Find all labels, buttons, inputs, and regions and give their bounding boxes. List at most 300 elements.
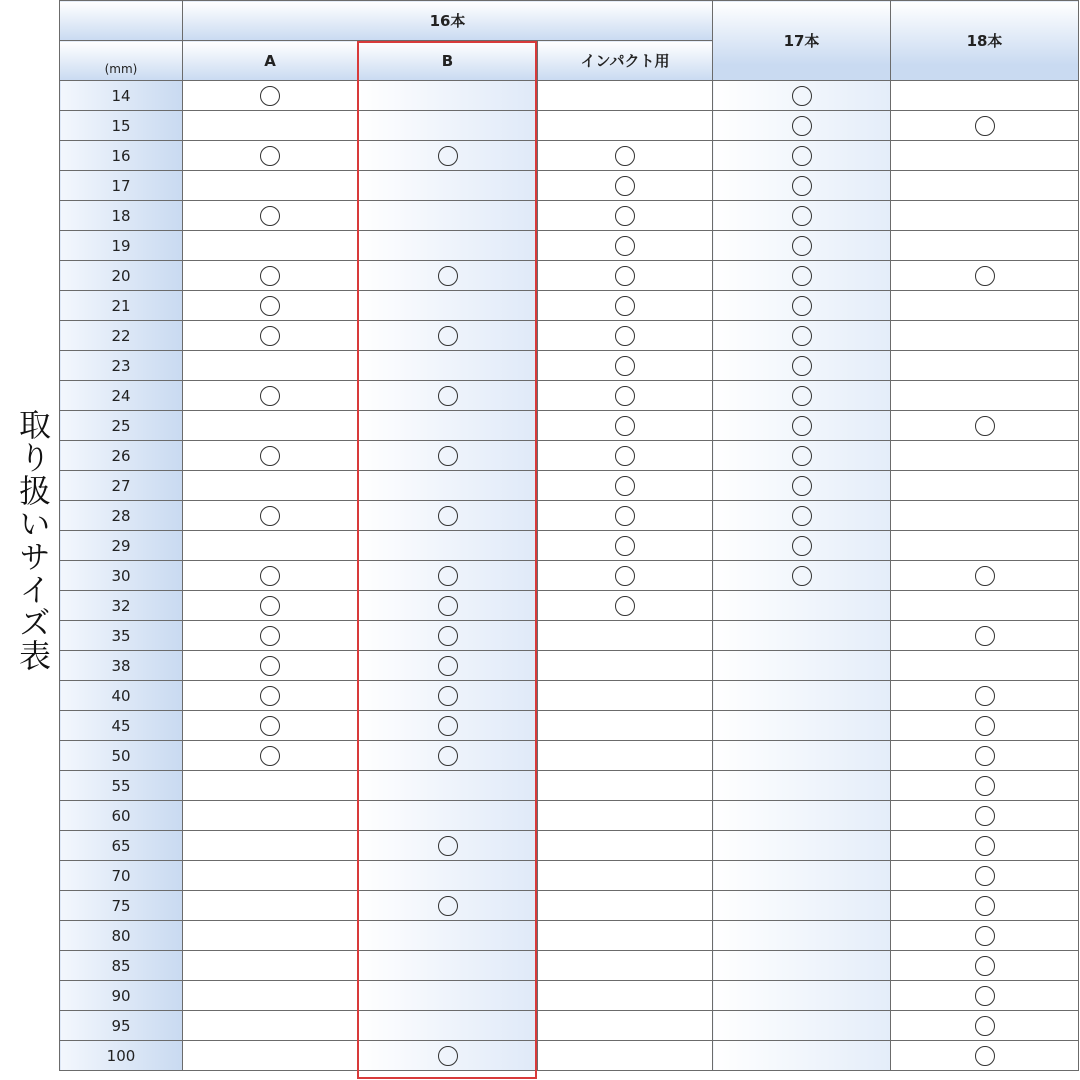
available-mark-icon <box>438 326 458 346</box>
available-mark-icon <box>975 1046 995 1066</box>
cell-a <box>183 231 358 261</box>
available-mark-icon <box>615 596 635 616</box>
size-cell: 26 <box>60 441 183 471</box>
size-cell: 32 <box>60 591 183 621</box>
table-row <box>60 1041 1079 1071</box>
cell-impact <box>538 441 713 471</box>
table-row <box>60 111 1079 141</box>
available-mark-icon <box>615 506 635 526</box>
available-mark-icon <box>615 236 635 256</box>
cell-a <box>183 741 358 771</box>
available-mark-icon <box>438 566 458 586</box>
cell-c18 <box>891 501 1079 531</box>
cell-c18 <box>891 411 1079 441</box>
available-mark-icon <box>438 716 458 736</box>
cell-b <box>358 981 538 1011</box>
cell-c18 <box>891 531 1079 561</box>
size-cell: 17 <box>60 171 183 201</box>
cell-c18 <box>891 711 1079 741</box>
cell-c17 <box>713 321 891 351</box>
cell-b <box>358 171 538 201</box>
cell-impact <box>538 141 713 171</box>
table-row <box>60 771 1079 801</box>
available-mark-icon <box>438 506 458 526</box>
table-row <box>60 261 1079 291</box>
header-sub-a: A <box>183 41 358 81</box>
available-mark-icon <box>438 266 458 286</box>
cell-c18 <box>891 951 1079 981</box>
available-mark-icon <box>615 416 635 436</box>
available-mark-icon <box>792 116 812 136</box>
cell-c17 <box>713 381 891 411</box>
cell-impact <box>538 471 713 501</box>
size-cell: 14 <box>60 81 183 111</box>
available-mark-icon <box>615 536 635 556</box>
cell-c18 <box>891 1041 1079 1071</box>
available-mark-icon <box>975 986 995 1006</box>
cell-c18 <box>891 1011 1079 1041</box>
size-cell: 65 <box>60 831 183 861</box>
table-row <box>60 81 1079 111</box>
table-row <box>60 321 1079 351</box>
cell-a <box>183 141 358 171</box>
cell-c17 <box>713 921 891 951</box>
size-cell: 23 <box>60 351 183 381</box>
cell-c17 <box>713 1011 891 1041</box>
cell-c17 <box>713 681 891 711</box>
cell-c17 <box>713 81 891 111</box>
cell-c18 <box>891 291 1079 321</box>
cell-a <box>183 711 358 741</box>
available-mark-icon <box>438 626 458 646</box>
available-mark-icon <box>792 206 812 226</box>
cell-impact <box>538 951 713 981</box>
cell-c18 <box>891 981 1079 1011</box>
header-col-17: 17本 <box>713 1 891 81</box>
cell-impact <box>538 81 713 111</box>
cell-c17 <box>713 471 891 501</box>
size-cell: 85 <box>60 951 183 981</box>
available-mark-icon <box>260 266 280 286</box>
size-cell: 50 <box>60 741 183 771</box>
table-row <box>60 651 1079 681</box>
available-mark-icon <box>615 446 635 466</box>
available-mark-icon <box>615 326 635 346</box>
header-sub-impact: インパクト用 <box>538 41 713 81</box>
cell-a <box>183 981 358 1011</box>
cell-c17 <box>713 771 891 801</box>
cell-c18 <box>891 351 1079 381</box>
available-mark-icon <box>438 896 458 916</box>
table-row <box>60 501 1079 531</box>
cell-b <box>358 111 538 141</box>
cell-c18 <box>891 921 1079 951</box>
available-mark-icon <box>792 86 812 106</box>
header-corner <box>60 1 183 41</box>
available-mark-icon <box>260 596 280 616</box>
table-row <box>60 231 1079 261</box>
available-mark-icon <box>260 206 280 226</box>
cell-impact <box>538 561 713 591</box>
table-row <box>60 891 1079 921</box>
available-mark-icon <box>260 656 280 676</box>
cell-c18 <box>891 231 1079 261</box>
cell-a <box>183 921 358 951</box>
cell-impact <box>538 261 713 291</box>
cell-b <box>358 651 538 681</box>
available-mark-icon <box>975 116 995 136</box>
cell-c17 <box>713 141 891 171</box>
available-mark-icon <box>260 566 280 586</box>
table-row <box>60 801 1079 831</box>
cell-a <box>183 771 358 801</box>
available-mark-icon <box>975 866 995 886</box>
available-mark-icon <box>615 176 635 196</box>
available-mark-icon <box>975 686 995 706</box>
cell-b <box>358 531 538 561</box>
available-mark-icon <box>792 506 812 526</box>
cell-c17 <box>713 621 891 651</box>
size-cell: 60 <box>60 801 183 831</box>
cell-c18 <box>891 651 1079 681</box>
size-cell: 55 <box>60 771 183 801</box>
size-cell: 24 <box>60 381 183 411</box>
cell-a <box>183 561 358 591</box>
cell-a <box>183 381 358 411</box>
available-mark-icon <box>438 656 458 676</box>
available-mark-icon <box>792 386 812 406</box>
size-cell: 20 <box>60 261 183 291</box>
cell-c18 <box>891 111 1079 141</box>
cell-c17 <box>713 261 891 291</box>
cell-a <box>183 591 358 621</box>
cell-c18 <box>891 891 1079 921</box>
cell-c18 <box>891 831 1079 861</box>
cell-b <box>358 1011 538 1041</box>
cell-b <box>358 231 538 261</box>
cell-c18 <box>891 141 1079 171</box>
cell-impact <box>538 711 713 741</box>
size-cell: 22 <box>60 321 183 351</box>
available-mark-icon <box>615 386 635 406</box>
size-cell: 95 <box>60 1011 183 1041</box>
cell-impact <box>538 411 713 441</box>
table-row <box>60 861 1079 891</box>
cell-impact <box>538 681 713 711</box>
cell-a <box>183 441 358 471</box>
size-cell: 30 <box>60 561 183 591</box>
cell-c18 <box>891 171 1079 201</box>
cell-c17 <box>713 831 891 861</box>
available-mark-icon <box>438 386 458 406</box>
size-table <box>59 0 1079 1071</box>
cell-c18 <box>891 741 1079 771</box>
cell-c18 <box>891 201 1079 231</box>
cell-b <box>358 891 538 921</box>
available-mark-icon <box>975 416 995 436</box>
cell-a <box>183 1011 358 1041</box>
cell-c18 <box>891 81 1079 111</box>
cell-b <box>358 471 538 501</box>
available-mark-icon <box>975 956 995 976</box>
cell-c18 <box>891 441 1079 471</box>
cell-b <box>358 591 538 621</box>
size-cell: 28 <box>60 501 183 531</box>
cell-impact <box>538 1041 713 1071</box>
size-cell: 38 <box>60 651 183 681</box>
available-mark-icon <box>792 416 812 436</box>
cell-a <box>183 621 358 651</box>
available-mark-icon <box>438 146 458 166</box>
cell-impact <box>538 741 713 771</box>
cell-impact <box>538 621 713 651</box>
cell-a <box>183 831 358 861</box>
cell-c18 <box>891 381 1079 411</box>
cell-c17 <box>713 861 891 891</box>
cell-c17 <box>713 951 891 981</box>
cell-c18 <box>891 771 1079 801</box>
table-row <box>60 681 1079 711</box>
size-cell: 19 <box>60 231 183 261</box>
size-cell: 15 <box>60 111 183 141</box>
cell-c18 <box>891 621 1079 651</box>
available-mark-icon <box>615 566 635 586</box>
cell-b <box>358 441 538 471</box>
available-mark-icon <box>792 266 812 286</box>
available-mark-icon <box>975 806 995 826</box>
cell-a <box>183 201 358 231</box>
size-cell: 18 <box>60 201 183 231</box>
cell-a <box>183 81 358 111</box>
header-unit: (mm) <box>60 41 183 81</box>
table-row <box>60 471 1079 501</box>
cell-b <box>358 951 538 981</box>
cell-b <box>358 411 538 441</box>
table-row <box>60 141 1079 171</box>
cell-b <box>358 141 538 171</box>
available-mark-icon <box>438 596 458 616</box>
cell-c17 <box>713 291 891 321</box>
table-row <box>60 531 1079 561</box>
available-mark-icon <box>260 716 280 736</box>
header-col-18: 18本 <box>891 1 1079 81</box>
cell-a <box>183 501 358 531</box>
table-row <box>60 561 1079 591</box>
available-mark-icon <box>260 86 280 106</box>
cell-c17 <box>713 741 891 771</box>
table-row <box>60 711 1079 741</box>
cell-impact <box>538 381 713 411</box>
available-mark-icon <box>260 506 280 526</box>
cell-c18 <box>891 471 1079 501</box>
size-cell: 45 <box>60 711 183 741</box>
cell-b <box>358 381 538 411</box>
cell-a <box>183 351 358 381</box>
cell-a <box>183 321 358 351</box>
available-mark-icon <box>975 566 995 586</box>
size-cell: 75 <box>60 891 183 921</box>
cell-a <box>183 891 358 921</box>
cell-impact <box>538 801 713 831</box>
header-sub-b: B <box>358 41 538 81</box>
available-mark-icon <box>792 356 812 376</box>
available-mark-icon <box>260 746 280 766</box>
cell-a <box>183 471 358 501</box>
cell-b <box>358 501 538 531</box>
cell-impact <box>538 201 713 231</box>
available-mark-icon <box>792 536 812 556</box>
cell-c18 <box>891 801 1079 831</box>
available-mark-icon <box>792 176 812 196</box>
cell-b <box>358 681 538 711</box>
available-mark-icon <box>260 296 280 316</box>
size-cell: 16 <box>60 141 183 171</box>
cell-a <box>183 291 358 321</box>
cell-b <box>358 321 538 351</box>
available-mark-icon <box>260 326 280 346</box>
cell-a <box>183 411 358 441</box>
cell-b <box>358 351 538 381</box>
cell-a <box>183 261 358 291</box>
available-mark-icon <box>260 686 280 706</box>
cell-c17 <box>713 591 891 621</box>
table-row <box>60 621 1079 651</box>
cell-a <box>183 681 358 711</box>
cell-impact <box>538 351 713 381</box>
cell-a <box>183 1041 358 1071</box>
available-mark-icon <box>792 446 812 466</box>
available-mark-icon <box>615 206 635 226</box>
cell-c18 <box>891 861 1079 891</box>
cell-b <box>358 81 538 111</box>
cell-b <box>358 831 538 861</box>
cell-impact <box>538 891 713 921</box>
cell-b <box>358 741 538 771</box>
table-row <box>60 351 1079 381</box>
cell-impact <box>538 921 713 951</box>
cell-impact <box>538 291 713 321</box>
cell-b <box>358 201 538 231</box>
cell-c17 <box>713 1041 891 1071</box>
available-mark-icon <box>615 266 635 286</box>
available-mark-icon <box>438 1046 458 1066</box>
table-row <box>60 381 1079 411</box>
cell-c18 <box>891 321 1079 351</box>
available-mark-icon <box>260 446 280 466</box>
available-mark-icon <box>438 686 458 706</box>
size-cell: 80 <box>60 921 183 951</box>
table-row <box>60 441 1079 471</box>
cell-b <box>358 291 538 321</box>
cell-c17 <box>713 201 891 231</box>
table-row <box>60 291 1079 321</box>
cell-c17 <box>713 891 891 921</box>
size-cell: 90 <box>60 981 183 1011</box>
cell-b <box>358 921 538 951</box>
available-mark-icon <box>438 746 458 766</box>
cell-c17 <box>713 411 891 441</box>
cell-b <box>358 561 538 591</box>
size-cell: 70 <box>60 861 183 891</box>
available-mark-icon <box>615 476 635 496</box>
side-title: 取り扱いサイズ表 <box>14 408 52 672</box>
available-mark-icon <box>260 626 280 646</box>
available-mark-icon <box>792 296 812 316</box>
size-cell: 21 <box>60 291 183 321</box>
size-cell: 100 <box>60 1041 183 1071</box>
cell-b <box>358 621 538 651</box>
table-row <box>60 741 1079 771</box>
cell-b <box>358 261 538 291</box>
cell-a <box>183 531 358 561</box>
cell-impact <box>538 321 713 351</box>
cell-c17 <box>713 171 891 201</box>
cell-impact <box>538 591 713 621</box>
cell-c18 <box>891 261 1079 291</box>
available-mark-icon <box>975 836 995 856</box>
cell-a <box>183 111 358 141</box>
cell-b <box>358 771 538 801</box>
available-mark-icon <box>792 476 812 496</box>
available-mark-icon <box>975 626 995 646</box>
cell-c17 <box>713 651 891 681</box>
cell-impact <box>538 231 713 261</box>
cell-c17 <box>713 531 891 561</box>
table-row <box>60 1011 1079 1041</box>
available-mark-icon <box>792 236 812 256</box>
cell-c17 <box>713 711 891 741</box>
cell-impact <box>538 501 713 531</box>
cell-c18 <box>891 681 1079 711</box>
table-row <box>60 831 1079 861</box>
size-cell: 40 <box>60 681 183 711</box>
cell-c17 <box>713 231 891 261</box>
header-group-16: 16本 <box>183 1 713 41</box>
cell-c17 <box>713 441 891 471</box>
available-mark-icon <box>615 296 635 316</box>
cell-impact <box>538 111 713 141</box>
table-row <box>60 951 1079 981</box>
cell-c17 <box>713 561 891 591</box>
available-mark-icon <box>615 146 635 166</box>
available-mark-icon <box>260 146 280 166</box>
cell-c17 <box>713 501 891 531</box>
available-mark-icon <box>975 716 995 736</box>
available-mark-icon <box>975 1016 995 1036</box>
available-mark-icon <box>975 926 995 946</box>
table-row <box>60 411 1079 441</box>
available-mark-icon <box>975 266 995 286</box>
available-mark-icon <box>615 356 635 376</box>
cell-b <box>358 801 538 831</box>
cell-impact <box>538 651 713 681</box>
available-mark-icon <box>438 446 458 466</box>
cell-impact <box>538 171 713 201</box>
cell-impact <box>538 531 713 561</box>
table-row <box>60 171 1079 201</box>
cell-c17 <box>713 801 891 831</box>
size-cell: 35 <box>60 621 183 651</box>
cell-b <box>358 711 538 741</box>
cell-c17 <box>713 111 891 141</box>
cell-a <box>183 651 358 681</box>
table-row <box>60 591 1079 621</box>
cell-impact <box>538 831 713 861</box>
table-row <box>60 201 1079 231</box>
available-mark-icon <box>792 566 812 586</box>
cell-a <box>183 951 358 981</box>
cell-impact <box>538 981 713 1011</box>
